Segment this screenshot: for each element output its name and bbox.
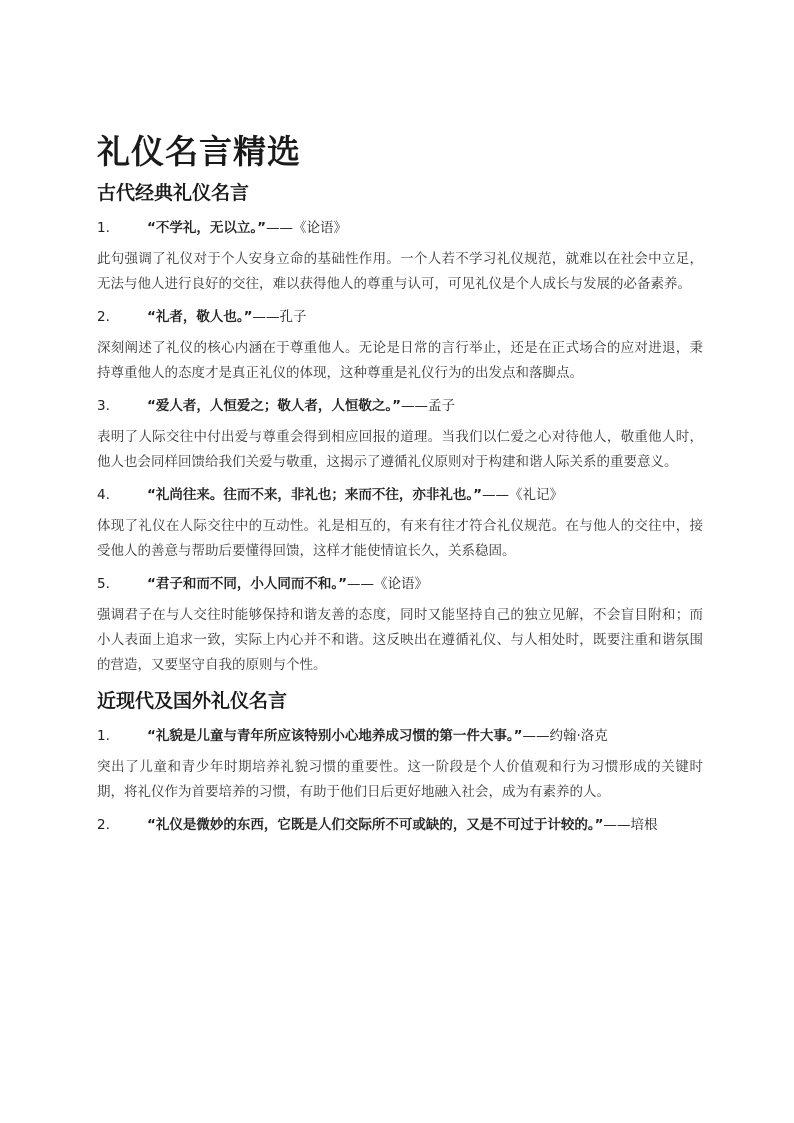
quote-source: 约翰·洛克	[549, 728, 608, 744]
quote-item	[97, 572, 703, 678]
quote-description: 体现了礼仪在人际交往中的互动性。礼是相互的，有来有往才符合礼仪规范。在与他人的交往中，接受他人的善意与帮助后要懂得回馈，这样才能使情谊长久，关系稳固。	[97, 518, 703, 559]
quote-source: 孔子	[279, 309, 307, 325]
quote-item	[97, 724, 703, 805]
item-number: 4.	[97, 487, 110, 503]
quote-text: “爱人者，人恒爱之；敬人者，人恒敬之。”	[147, 398, 401, 414]
quote-dash: ——	[401, 398, 428, 414]
quote-source: 《论语》	[293, 220, 347, 236]
quote-source: 培根	[630, 817, 658, 833]
quote-line	[97, 813, 703, 838]
quote-text: “礼尚往来。往而不来，非礼也；来而不往，亦非礼也。”	[147, 487, 482, 503]
quote-dash: ——	[603, 817, 631, 833]
item-number: 2.	[97, 309, 110, 325]
page-title: 礼仪名言精选	[97, 132, 301, 171]
quote-text: “礼仪是微妙的东西，它既是人们交际所不可或缺的，又是不可过于计较的。”	[147, 817, 604, 833]
quote-item	[97, 394, 703, 475]
section-heading-modern: 近现代及国外礼仪名言	[97, 690, 288, 712]
quote-dash: ——	[252, 309, 280, 325]
quote-description: 突出了儿童和青少年时期培养礼貌习惯的重要性。这一阶段是个人价值观和行为习惯形成的关键时期，将礼仪作为首要培养的习惯，有助于他们日后更好地融入社会，成为有素养的人。	[97, 759, 703, 800]
quote-line	[97, 724, 703, 749]
quote-description: 强调君子在与人交往时能够保持和谐友善的态度，同时又能坚持自己的独立见解，不会盲目附和；而小人表面上追求一致，实际上内心并不和谐。这反映出在遵循礼仪、与人相处时，既要注重和谐氛围的营造，又要坚守自我的原则与个性。	[97, 607, 703, 673]
quote-item	[97, 483, 703, 564]
quote-line	[97, 394, 703, 419]
quote-item	[97, 305, 703, 386]
item-number: 2.	[97, 817, 110, 833]
quote-dash: ——	[482, 487, 509, 503]
quote-description: 深刻阐述了礼仪的核心内涵在于尊重他人。无论是日常的言行举止，还是在正式场合的应对进退，秉持尊重他人的态度才是真正礼仪的体现，这种尊重是礼仪行为的出发点和落脚点。	[97, 340, 703, 381]
quote-dash: ——	[266, 220, 293, 236]
quote-source: 《论语》	[374, 576, 428, 592]
quote-dash: ——	[522, 728, 550, 744]
quote-text: “君子和而不同，小人同而不和。”	[147, 576, 347, 592]
quote-text: “礼貌是儿童与青年所应该特别小心地养成习惯的第一件大事。”	[147, 728, 523, 744]
section-heading-ancient: 古代经典礼仪名言	[97, 182, 250, 204]
quote-text: “礼者，敬人也。”	[147, 309, 253, 325]
quote-dash: ——	[347, 576, 374, 592]
quote-source: 《礼记》	[509, 487, 563, 503]
quote-text: “不学礼，无以立。”	[147, 220, 266, 236]
quote-list-modern	[97, 724, 703, 838]
quote-list-ancient	[97, 216, 703, 678]
quote-line	[97, 572, 703, 597]
quote-line	[97, 483, 703, 508]
item-number: 3.	[97, 398, 110, 414]
item-number: 5.	[97, 576, 110, 592]
quote-description: 此句强调了礼仪对于个人安身立命的基础性作用。一个人若不学习礼仪规范，就难以在社会中立足，无法与他人进行良好的交往，难以获得他人的尊重与认可，可见礼仪是个人成长与发展的必备素养。	[97, 251, 703, 292]
quote-item	[97, 216, 703, 297]
item-number: 1.	[97, 220, 110, 236]
item-number: 1.	[97, 728, 110, 744]
quote-description: 表明了人际交往中付出爱与尊重会得到相应回报的道理。当我们以仁爱之心对待他人，敬重他人时，他人也会同样回馈给我们关爱与敬重，这揭示了遵循礼仪原则对于构建和谐人际关系的重要意义。	[97, 429, 703, 470]
document-body	[97, 126, 703, 838]
quote-source: 孟子	[428, 398, 455, 414]
quote-item	[97, 813, 703, 838]
quote-line	[97, 305, 703, 330]
quote-line	[97, 216, 703, 241]
